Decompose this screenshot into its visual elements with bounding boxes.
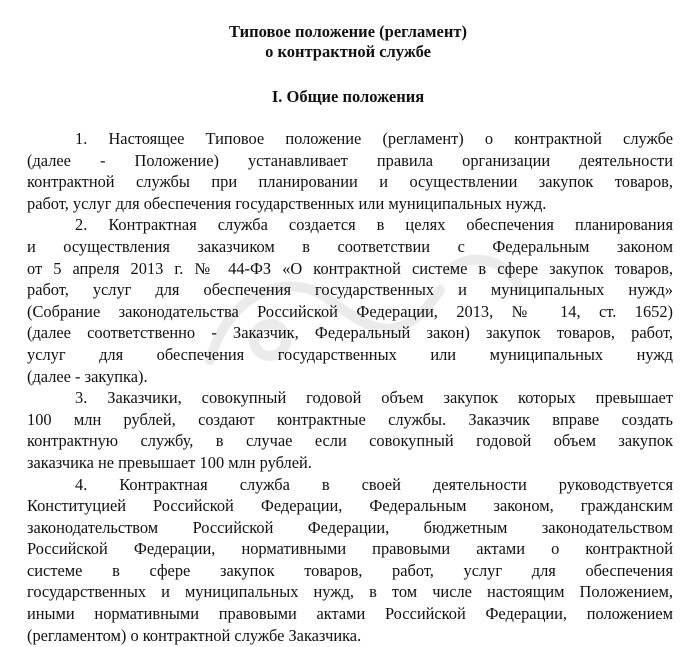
document-title-line-2: о контрактной службе: [265, 42, 431, 61]
text-line: законодательством Российской Федерации, бюджетным законодательством: [27, 517, 673, 537]
text-line: Конституцией Российской Федерации, Федеральным законом, гражданским: [27, 496, 673, 516]
text-line: Российской Федерации, нормативными правовыми актами о контрактной: [27, 539, 673, 559]
text-line: и осуществления заказчиком в соответствии с Федеральным законом: [27, 236, 673, 256]
document-title-line-1: Типовое положение (регламент): [229, 22, 467, 41]
text-line: системе в сфере закупок товаров, работ, услуг для обеспечения: [27, 560, 673, 580]
text-line: услуг для обеспечения государственных или муниципальных нужд: [27, 344, 673, 364]
text-line: контрактную службу, в случае если совокупный годовой объем закупок: [27, 431, 673, 451]
text-line: (далее - закупка).: [27, 366, 148, 386]
text-line: контрактной службы при планировании и осуществлении закупок товаров,: [27, 172, 673, 192]
text-line: 1. Настоящее Типовое положение (регламент) о контрактной службе: [75, 129, 673, 148]
text-line: 4. Контрактная служба в своей деятельности руководствуется: [75, 474, 673, 494]
text-line: работ, услуг для обеспечения государственных или муниципальных нужд.: [27, 193, 547, 213]
text-line: (далее соответственно - Заказчик, Федеральный закон) закупок товаров, работ,: [27, 323, 673, 343]
document-body: [27, 128, 673, 646]
paragraph-3: [27, 387, 673, 473]
paragraph-2: [27, 214, 673, 387]
paragraph-1: [27, 128, 673, 214]
text-line: (далее - Положение) устанавливает правила организации деятельности: [27, 150, 673, 170]
text-line: 100 млн рублей, создают контрактные службы. Заказчик вправе создать: [27, 409, 673, 429]
text-line: заказчика не превышает 100 млн рублей.: [27, 452, 312, 472]
text-line: иными нормативными правовыми актами Российской Федерации, положением: [27, 604, 673, 624]
section-heading: I. Общие положения: [271, 87, 425, 106]
text-line: (регламентом) о контрактной службе Заказчика.: [27, 625, 362, 645]
text-line: работ, услуг для обеспечения государственных и муниципальных нужд»: [27, 280, 673, 300]
text-line: 3. Заказчики, совокупный годовой объем закупок которых превышает: [75, 388, 673, 408]
paragraph-4: [27, 474, 673, 647]
text-line: 2. Контрактная служба создается в целях обеспечения планирования: [75, 215, 673, 235]
text-line: от 5 апреля 2013 г. № 44-ФЗ «О контрактной системе в сфере закупок товаров,: [27, 258, 673, 278]
text-line: (Собрание законодательства Российской Федерации, 2013, № 14, ст. 1652): [27, 301, 673, 321]
text-line: государственных и муниципальных нужд, в том числе настоящим Положением,: [27, 582, 673, 602]
